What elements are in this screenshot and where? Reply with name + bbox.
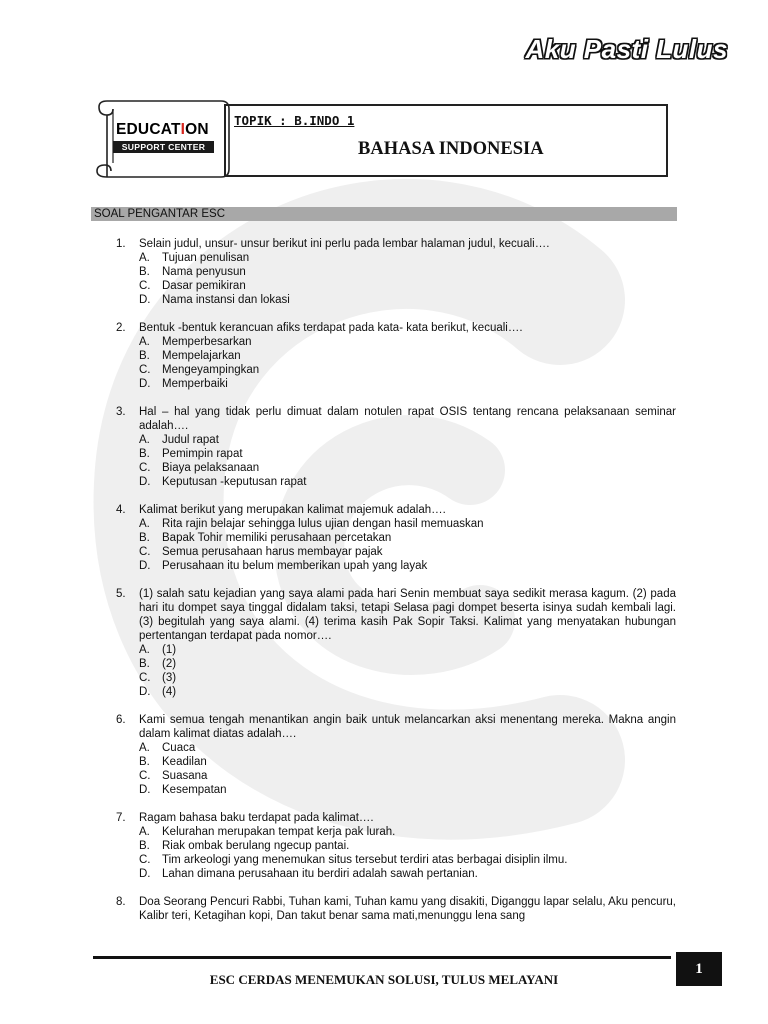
- logo-figure-icon: I: [180, 121, 186, 138]
- answer-option: [139, 377, 676, 391]
- option-letter: C.: [139, 462, 151, 474]
- option-letter: A.: [139, 826, 150, 838]
- option-letter: D.: [139, 560, 151, 572]
- answer-option: [139, 825, 676, 839]
- option-letter: A.: [139, 644, 150, 656]
- option-text: (4): [162, 686, 177, 698]
- question-number: 4.: [116, 504, 126, 516]
- topic-label: TOPIK : B.INDO 1: [234, 113, 355, 128]
- question-text: Kami semua tengah menantikan angin baik untuk melancarkan aksi menentang mereka. Makna angin dalam kalimat diatas adalah….: [139, 714, 676, 740]
- option-letter: C.: [139, 364, 151, 376]
- option-text: Nama penyusun: [162, 266, 246, 278]
- option-text: Nama instansi dan lokasi: [162, 294, 290, 306]
- answer-option: [139, 839, 676, 853]
- answer-option: [139, 531, 676, 545]
- answer-option: [139, 783, 676, 797]
- answer-option: [139, 685, 676, 699]
- question-text: (1) salah satu kejadian yang saya alami pada hari Senin membuat saya sedikit merasa kagum. (2) pada hari itu dompet saya tinggal didalam taksi, tetapi Selasa pagi dompet beserta isinya sudah kembali lagi. (3) begitulah yang saya alami. (4) terima kasih Pak Sopir Taksi. Kalimat yang menyatakan hubungan pertentangan terdapat pada nomor….: [139, 588, 676, 642]
- option-letter: A.: [139, 518, 150, 530]
- subject-title: BAHASA INDONESIA: [358, 139, 544, 159]
- answer-option: [139, 251, 676, 265]
- answer-option: [139, 741, 676, 755]
- option-text: Tim arkeologi yang menemukan situs tersebut terdiri atas berbagai disiplin ilmu.: [162, 854, 568, 866]
- option-text: Judul rapat: [162, 434, 219, 446]
- question-text: Kalimat berikut yang merupakan kalimat majemuk adalah….: [139, 504, 446, 516]
- question-item: [116, 895, 676, 923]
- option-letter: C.: [139, 854, 151, 866]
- option-text: Kelurahan merupakan tempat kerja pak lurah.: [162, 826, 396, 838]
- answer-option: [139, 643, 676, 657]
- option-letter: A.: [139, 742, 150, 754]
- option-text: (1): [162, 644, 177, 656]
- answer-option: [139, 363, 676, 377]
- option-letter: C.: [139, 672, 151, 684]
- answer-option: [139, 349, 676, 363]
- option-text: (2): [162, 658, 177, 670]
- option-letter: D.: [139, 476, 151, 488]
- question-item: [116, 503, 676, 573]
- answer-option: [139, 475, 676, 489]
- answer-option: [139, 517, 676, 531]
- answer-option: [139, 447, 676, 461]
- answer-option: [139, 769, 676, 783]
- footer-rule: [93, 956, 671, 959]
- question-number: 3.: [116, 406, 126, 418]
- logo-wordmark: EDUCATION: [116, 121, 209, 138]
- answer-option: [139, 755, 676, 769]
- option-letter: B.: [139, 266, 150, 278]
- option-text: Biaya pelaksanaan: [162, 462, 260, 474]
- option-letter: D.: [139, 868, 151, 880]
- question-number: 7.: [116, 812, 126, 824]
- question-text: Ragam bahasa baku terdapat pada kalimat….: [139, 812, 374, 824]
- question-item: [116, 713, 676, 797]
- question-text: Hal – hal yang tidak perlu dimuat dalam notulen rapat OSIS tentang rencana pelaksanaan seminar adalah….: [139, 406, 676, 432]
- answer-option: [139, 293, 676, 307]
- option-text: Memperbaiki: [162, 378, 228, 390]
- question-number: 2.: [116, 322, 126, 334]
- answer-option: [139, 433, 676, 447]
- answer-option: [139, 265, 676, 279]
- option-text: (3): [162, 672, 177, 684]
- question-text: Selain judul, unsur- unsur berikut ini perlu pada lembar halaman judul, kecuali….: [139, 238, 550, 250]
- option-letter: B.: [139, 756, 150, 768]
- question-text: Bentuk -bentuk kerancuan afiks terdapat pada kata- kata berikut, kecuali….: [139, 322, 523, 334]
- option-letter: C.: [139, 546, 151, 558]
- answer-option: [139, 657, 676, 671]
- option-letter: D.: [139, 378, 151, 390]
- option-text: Keadilan: [162, 756, 207, 768]
- option-letter: A.: [139, 336, 150, 348]
- answer-option: [139, 335, 676, 349]
- answer-option: [139, 545, 676, 559]
- logo-tagline: SUPPORT CENTER: [113, 141, 214, 153]
- option-text: Keputusan -keputusan rapat: [162, 476, 307, 488]
- option-letter: C.: [139, 770, 151, 782]
- question-number: 6.: [116, 714, 126, 726]
- option-text: Riak ombak berulang ngecup pantai.: [162, 840, 350, 852]
- option-text: Mempelajarkan: [162, 350, 241, 362]
- option-text: Suasana: [162, 770, 208, 782]
- option-text: Mengeyampingkan: [162, 364, 260, 376]
- brand-title: Aku Pasti Lulus: [525, 34, 728, 64]
- option-letter: D.: [139, 686, 151, 698]
- question-item: [116, 811, 676, 881]
- question-number: 5.: [116, 588, 126, 600]
- question-item: [116, 587, 676, 699]
- option-text: Lahan dimana perusahaan itu berdiri adalah sawah pertanian.: [162, 868, 478, 880]
- option-letter: B.: [139, 840, 150, 852]
- section-header: SOAL PENGANTAR ESC: [91, 207, 677, 221]
- question-number: 1.: [116, 238, 126, 250]
- option-text: Rita rajin belajar sehingga lulus ujian dengan hasil memuaskan: [162, 518, 484, 530]
- option-letter: D.: [139, 784, 151, 796]
- question-text: Doa Seorang Pencuri Rabbi, Tuhan kami, Tuhan kamu yang disakiti, Diganggu lapar selalu, Aku pencuru, Kalibr teri, Ketagihan kopi, Dan takut benar sama mati,menunggu lena sang: [139, 896, 676, 922]
- option-letter: B.: [139, 532, 150, 544]
- option-letter: B.: [139, 350, 150, 362]
- option-text: Semua perusahaan harus membayar pajak: [162, 546, 383, 558]
- footer-slogan: ESC CERDAS MENEMUKAN SOLUSI, TULUS MELAYANI: [209, 972, 559, 987]
- option-text: Bapak Tohir memiliki perusahaan percetakan: [162, 532, 392, 544]
- option-text: Pemimpin rapat: [162, 448, 243, 460]
- question-item: [116, 237, 676, 307]
- answer-option: [139, 559, 676, 573]
- question-item: [116, 405, 676, 489]
- option-letter: B.: [139, 658, 150, 670]
- answer-option: [139, 461, 676, 475]
- answer-option: [139, 867, 676, 881]
- option-letter: D.: [139, 294, 151, 306]
- answer-option: [139, 671, 676, 685]
- option-letter: B.: [139, 448, 150, 460]
- option-text: Tujuan penulisan: [162, 252, 250, 264]
- option-letter: A.: [139, 252, 150, 264]
- answer-option: [139, 853, 676, 867]
- option-letter: A.: [139, 434, 150, 446]
- option-text: Perusahaan itu belum memberikan upah yang layak: [162, 560, 428, 572]
- option-text: Cuaca: [162, 742, 196, 754]
- page-number: 1: [676, 952, 722, 986]
- option-text: Dasar pemikiran: [162, 280, 246, 292]
- answer-option: [139, 279, 676, 293]
- option-text: Kesempatan: [162, 784, 227, 796]
- question-item: [116, 321, 676, 391]
- option-letter: C.: [139, 280, 151, 292]
- question-number: 8.: [116, 896, 126, 908]
- option-text: Memperbesarkan: [162, 336, 252, 348]
